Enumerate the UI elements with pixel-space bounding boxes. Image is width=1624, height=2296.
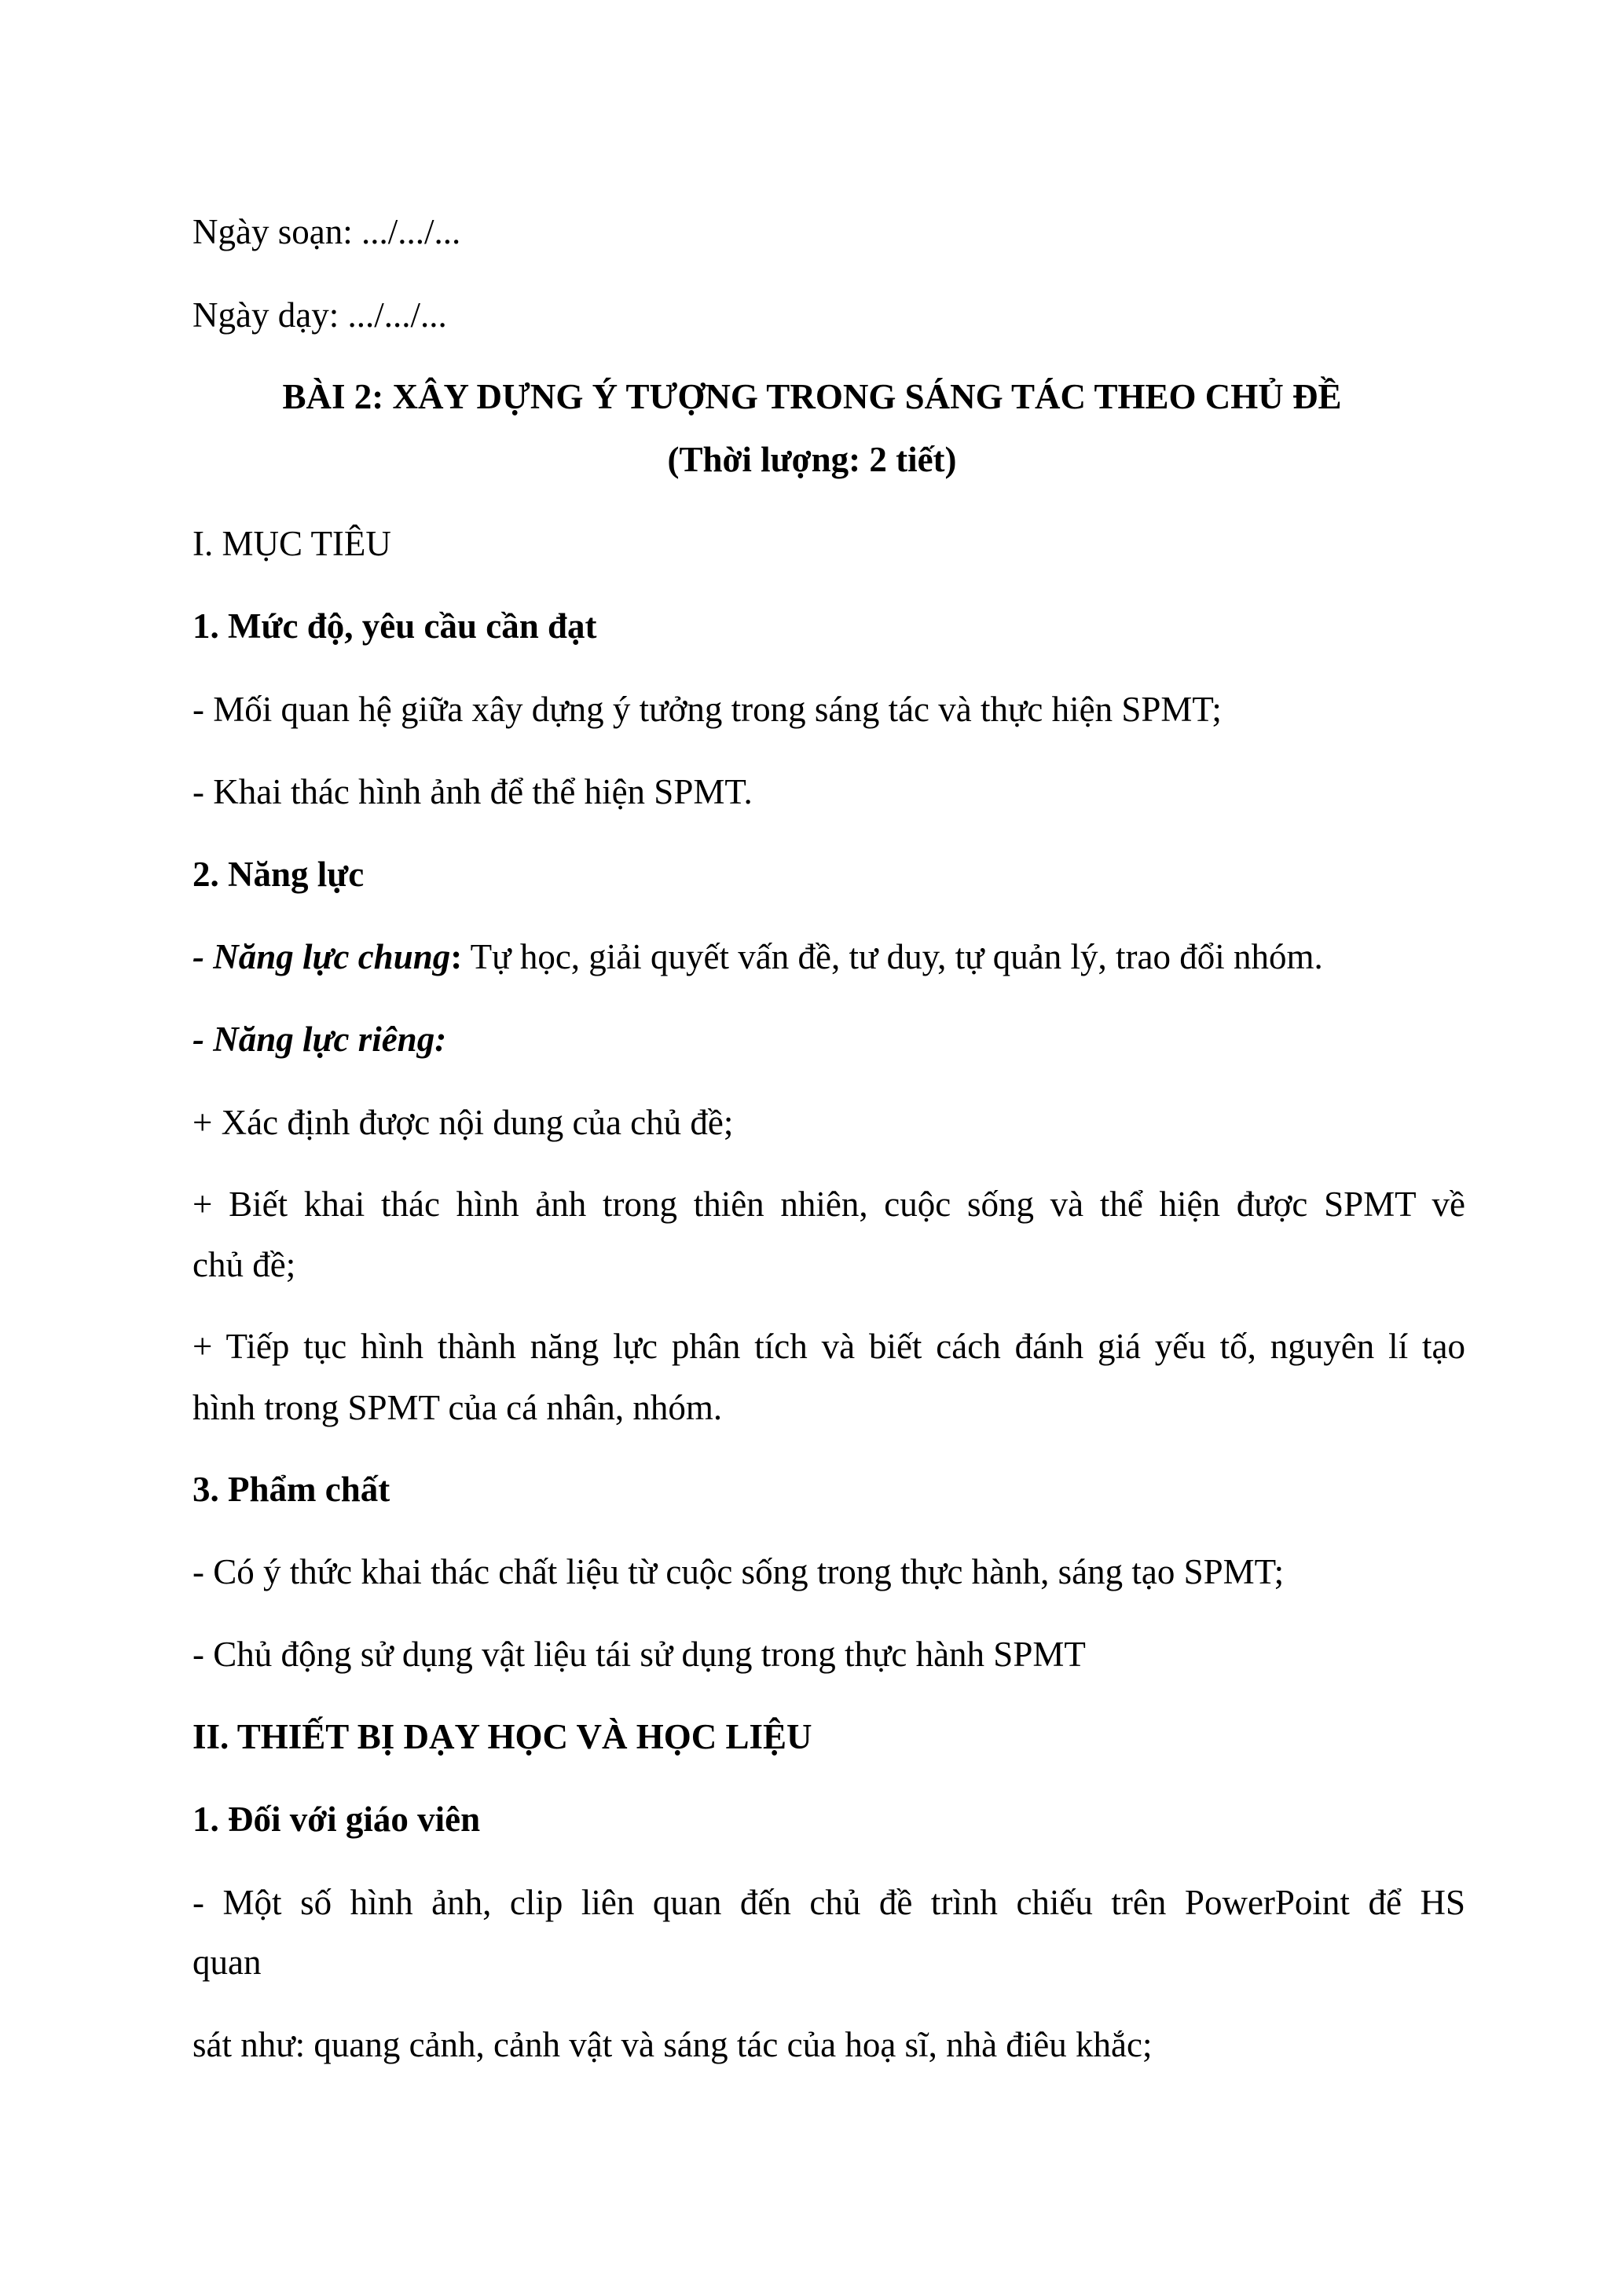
objective-item: - Mối quan hệ giữa xây dựng ý tưởng trong sáng tác và thực hiện SPMT;: [192, 690, 1222, 729]
competency-heading: 2. Năng lực: [192, 855, 365, 894]
general-competency: [192, 935, 1465, 979]
section-2-heading: II. THIẾT BỊ DẠY HỌC VÀ HỌC LIỆU: [192, 1717, 812, 1756]
specific-competency-item: + Biết khai thác hình ảnh trong thiên nhiên, cuộc sống và thể hiện được SPMT về: [192, 1185, 1465, 1224]
specific-competency-item-cont: chủ đề;: [192, 1245, 296, 1284]
specific-competency-item-cont: hình trong SPMT của cá nhân, nhóm.: [192, 1388, 723, 1427]
teacher-item: - Một số hình ảnh, clip liên quan đến chủ đề trình chiếu trên PowerPoint để HS: [192, 1883, 1465, 1922]
general-competency-label: - Năng lực chung: [192, 937, 451, 976]
objective-item: - Khai thác hình ảnh để thể hiện SPMT.: [192, 772, 753, 811]
teacher-heading: 1. Đối với giáo viên: [192, 1800, 481, 1839]
qualities-heading: 3. Phẩm chất: [192, 1470, 390, 1509]
date-prepared: Ngày soạn: .../.../...: [192, 212, 461, 251]
quality-item: - Có ý thức khai thác chất liệu từ cuộc sống trong thực hành, sáng tạo SPMT;: [192, 1552, 1285, 1591]
teacher-item-cont: sát như: quang cảnh, cảnh vật và sáng tác của hoạ sĩ, nhà điêu khắc;: [192, 2025, 1153, 2064]
specific-competency-label: - Năng lực riêng:: [192, 1020, 447, 1059]
lesson-duration: (Thời lượng: 2 tiết): [667, 440, 957, 479]
general-competency-text: Tự học, giải quyết vấn đề, tư duy, tự quản lý, trao đổi nhóm.: [462, 937, 1323, 976]
section-1-heading: I. MỤC TIÊU: [192, 524, 391, 563]
quality-item: - Chủ động sử dụng vật liệu tái sử dụng trong thực hành SPMT: [192, 1635, 1086, 1674]
specific-competency-item: + Xác định được nội dung của chủ đề;: [192, 1103, 734, 1142]
date-taught: Ngày dạy: .../.../...: [192, 295, 447, 335]
teacher-item-cont: quan: [192, 1943, 262, 1982]
lesson-title: BÀI 2: XÂY DỰNG Ý TƯỢNG TRONG SÁNG TÁC THEO CHỦ ĐỀ: [282, 377, 1342, 416]
general-competency-colon: :: [450, 937, 463, 976]
specific-competency-item: + Tiếp tục hình thành năng lực phân tích và biết cách đánh giá yếu tố, nguyên lí tạo: [192, 1327, 1465, 1366]
objectives-heading: 1. Mức độ, yêu cầu cần đạt: [192, 606, 597, 646]
